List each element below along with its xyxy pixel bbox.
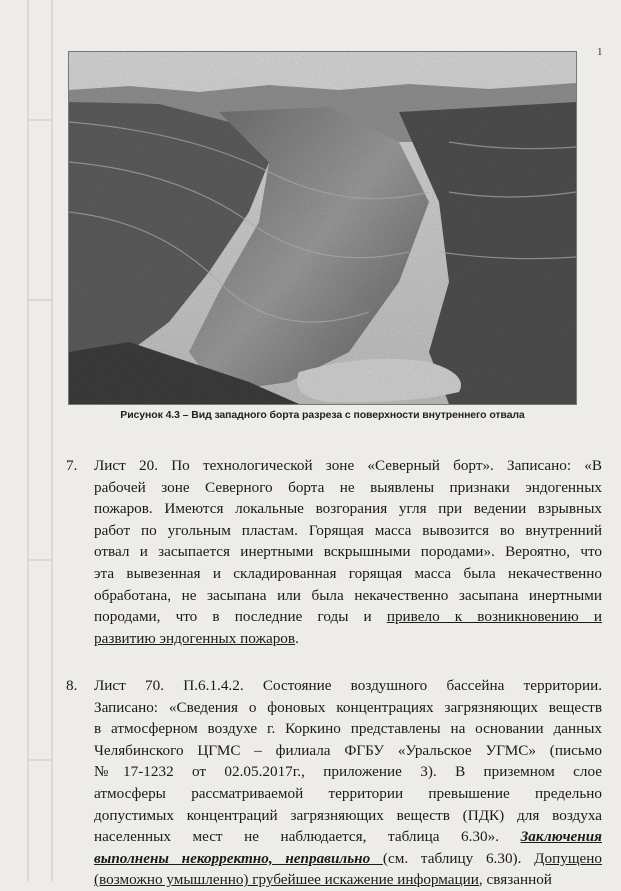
page-number: 1 (597, 46, 603, 58)
text-run: Заключения (520, 828, 602, 846)
text-run: обработана, не засыпана или была некачественно засыпана инертными (94, 586, 602, 604)
list-item-number: 8. (66, 677, 78, 694)
paragraph-line (66, 541, 602, 563)
text-run: . (295, 629, 299, 647)
text-run: эта вывезенная и складированная горящая масса была некачественно (94, 564, 602, 582)
text-run: населенных мест не наблюдается, таблица 6.30». (94, 828, 521, 846)
figure-caption: Рисунок 4.3 – Вид западного борта разреза с поверхности внутреннего отвала (120, 409, 525, 421)
paragraph-line (66, 585, 602, 607)
text-run: , связанной (478, 871, 552, 889)
list-item-number: 7. (66, 457, 78, 474)
paragraph-line (66, 869, 602, 891)
paragraph-line (66, 697, 602, 719)
paragraph-line (66, 606, 602, 628)
text-run: привело к возникновению и (386, 608, 602, 626)
paragraph-line (66, 740, 602, 762)
paragraph-line (66, 455, 602, 477)
text-run: Челябинского ЦГМС – филиала ФГБУ «Уральское УГМС» (письмо (94, 741, 602, 759)
text-run: развитию эндогенных пожаров (94, 629, 296, 647)
paragraph-line (66, 628, 602, 650)
paragraph-line (66, 675, 602, 697)
text-run: работ по угольным пластам. Горящая масса вывозится во внутренний (94, 521, 602, 539)
list-item (66, 455, 602, 649)
bleed-through-marks (0, 0, 60, 881)
text-run: пожаров. Имеются локальные возгорания угля при ведении взрывных (94, 500, 602, 518)
text-run: в атмосферном воздухе г. Коркино представлены на основании данных (94, 720, 602, 738)
text-run: №17-1232 от 02.05.2017г., приложение 3). В приземном слое (94, 763, 602, 781)
paragraph-line (66, 761, 602, 783)
paragraph-line (66, 520, 602, 542)
paragraph-line (66, 563, 602, 585)
paragraph-line (66, 498, 602, 520)
text-run: (возможно умышленно) грубейшее искажение информации (94, 871, 479, 889)
text-run: Лист 70. П.6.1.4.2. Состояние воздушного бассейна территории. (94, 677, 602, 694)
text-run: допустимых концентраций загрязняющих веществ (ПДК) для воздуха (94, 806, 602, 824)
text-run: Лист 20. По технологической зоне «Северный борт». Записано: «В (94, 457, 602, 474)
paragraph-line (66, 718, 602, 740)
quarry-photo (68, 51, 577, 405)
paragraph-line (66, 477, 602, 499)
paragraph-line (66, 805, 602, 827)
text-run: (см. таблицу 6.30). (382, 849, 535, 867)
paragraph-line (66, 848, 602, 870)
text-run: породами, что в последние годы и (94, 608, 387, 626)
text-run: рабочей зоне Северного борта не выявлены признаки эндогенных (94, 478, 602, 496)
text-run: Допущено (534, 849, 602, 867)
text-run: атмосферы рассматриваемой территории превышение предельно (94, 784, 602, 802)
paragraph-line (66, 826, 602, 848)
list-item (66, 675, 602, 891)
text-run: выполнены некорректно, неправильно (94, 849, 383, 867)
text-run: отвал и засыпается инертными вскрышными породами». Вероятно, что (94, 543, 602, 561)
paragraph-line (66, 783, 602, 805)
text-run: Записано: «Сведения о фоновых концентрациях загрязняющих веществ (94, 698, 602, 716)
